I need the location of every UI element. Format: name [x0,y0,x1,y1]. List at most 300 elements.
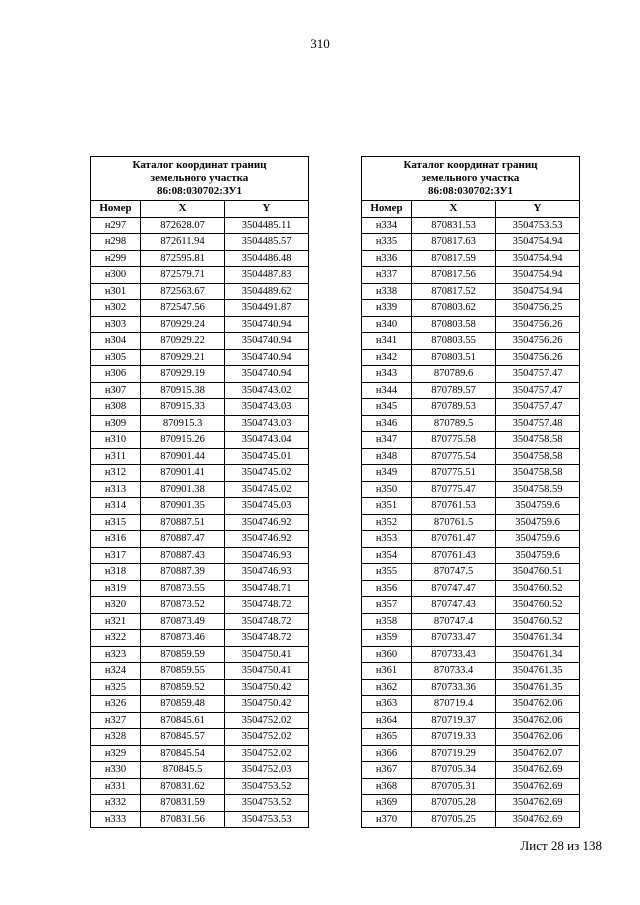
x-coordinate-cell: 870775.47 [412,481,496,498]
x-coordinate-cell: 870901.41 [141,465,225,482]
table-row [362,630,580,647]
y-coordinate-cell: 3504748.72 [225,597,309,614]
y-coordinate-cell: 3504752.03 [225,762,309,779]
y-coordinate-cell: 3504760.52 [496,597,580,614]
table-row [91,267,309,284]
y-coordinate-cell: 3504750.42 [225,696,309,713]
point-number-cell: н356 [362,580,412,597]
point-number-cell: н297 [91,217,141,234]
y-coordinate-cell: 3504761.34 [496,630,580,647]
point-number-cell: н320 [91,597,141,614]
y-coordinate-cell: 3504756.26 [496,333,580,350]
y-coordinate-cell: 3504757.47 [496,382,580,399]
y-coordinate-cell: 3504758.58 [496,432,580,449]
y-coordinate-cell: 3504740.94 [225,349,309,366]
y-coordinate-cell: 3504489.62 [225,283,309,300]
y-coordinate-cell: 3504762.06 [496,729,580,746]
table-row [362,679,580,696]
column-header-x: X [141,201,225,218]
point-number-cell: н360 [362,646,412,663]
point-number-cell: н318 [91,564,141,581]
x-coordinate-cell: 870845.61 [141,712,225,729]
y-coordinate-cell: 3504753.52 [225,795,309,812]
x-coordinate-cell: 870747.43 [412,597,496,614]
point-number-cell: н305 [91,349,141,366]
table-row [91,663,309,680]
point-number-cell: н344 [362,382,412,399]
y-coordinate-cell: 3504743.03 [225,399,309,416]
y-coordinate-cell: 3504746.93 [225,564,309,581]
sheet-counter: Лист 28 из 138 [520,838,602,853]
point-number-cell: н354 [362,547,412,564]
y-coordinate-cell: 3504756.26 [496,316,580,333]
x-coordinate-cell: 870887.43 [141,547,225,564]
y-coordinate-cell: 3504756.25 [496,300,580,317]
table-row [362,333,580,350]
y-coordinate-cell: 3504746.93 [225,547,309,564]
point-number-cell: н350 [362,481,412,498]
table-row [362,778,580,795]
column-header-y: Y [225,201,309,218]
point-number-cell: н311 [91,448,141,465]
x-coordinate-cell: 870845.5 [141,762,225,779]
point-number-cell: н300 [91,267,141,284]
table-row [362,217,580,234]
column-header-number: Номер [91,201,141,218]
y-coordinate-cell: 3504760.52 [496,613,580,630]
x-coordinate-cell: 870817.59 [412,250,496,267]
x-coordinate-cell: 870789.6 [412,366,496,383]
y-coordinate-cell: 3504762.69 [496,795,580,812]
point-number-cell: н303 [91,316,141,333]
table-row [362,729,580,746]
x-coordinate-cell: 870845.57 [141,729,225,746]
table-row [362,432,580,449]
point-number-cell: н301 [91,283,141,300]
table-row [362,267,580,284]
point-number-cell: н335 [362,234,412,251]
point-number-cell: н323 [91,646,141,663]
y-coordinate-cell: 3504746.92 [225,514,309,531]
y-coordinate-cell: 3504760.52 [496,580,580,597]
table-row [362,762,580,779]
y-coordinate-cell: 3504761.35 [496,679,580,696]
y-coordinate-cell: 3504743.02 [225,382,309,399]
table-row [91,366,309,383]
y-coordinate-cell: 3504762.07 [496,745,580,762]
point-number-cell: н343 [362,366,412,383]
y-coordinate-cell: 3504759.6 [496,514,580,531]
table-row [362,498,580,515]
table-row [362,234,580,251]
table-row [91,333,309,350]
y-coordinate-cell: 3504748.72 [225,613,309,630]
point-number-cell: н315 [91,514,141,531]
x-coordinate-cell: 870887.39 [141,564,225,581]
table-row [91,712,309,729]
x-coordinate-cell: 870761.5 [412,514,496,531]
y-coordinate-cell: 3504761.35 [496,663,580,680]
catalog-title-line: Каталог координат границ [403,159,538,171]
point-number-cell: н345 [362,399,412,416]
x-coordinate-cell: 870873.49 [141,613,225,630]
y-coordinate-cell: 3504740.94 [225,333,309,350]
table-row [91,729,309,746]
x-coordinate-cell: 870915.26 [141,432,225,449]
table-row [91,630,309,647]
table-row [362,745,580,762]
point-number-cell: н333 [91,811,141,828]
table-row [362,382,580,399]
table-row [362,613,580,630]
point-number-cell: н302 [91,300,141,317]
point-number-cell: н326 [91,696,141,713]
catalog-title [91,157,309,201]
y-coordinate-cell: 3504752.02 [225,729,309,746]
table-row [91,382,309,399]
y-coordinate-cell: 3504740.94 [225,316,309,333]
x-coordinate-cell: 870747.47 [412,580,496,597]
point-number-cell: н358 [362,613,412,630]
y-coordinate-cell: 3504754.94 [496,234,580,251]
point-number-cell: н317 [91,547,141,564]
page-number: 310 [310,36,330,51]
table-row [91,679,309,696]
table-row [91,531,309,548]
catalog-title-line: 86:08:030702:ЗУ1 [427,185,514,197]
x-coordinate-cell: 870929.21 [141,349,225,366]
table-row [362,531,580,548]
table-row [362,399,580,416]
point-number-cell: н340 [362,316,412,333]
x-coordinate-cell: 872547.56 [141,300,225,317]
catalog-title-line: 86:08:030702:ЗУ1 [156,185,243,197]
y-coordinate-cell: 3504743.03 [225,415,309,432]
point-number-cell: н348 [362,448,412,465]
x-coordinate-cell: 870747.4 [412,613,496,630]
x-coordinate-cell: 870761.53 [412,498,496,515]
x-coordinate-cell: 870789.5 [412,415,496,432]
table-row [91,580,309,597]
x-coordinate-cell: 870789.53 [412,399,496,416]
catalog-title [362,157,580,201]
y-coordinate-cell: 3504745.01 [225,448,309,465]
y-coordinate-cell: 3504762.69 [496,762,580,779]
table-row [362,481,580,498]
y-coordinate-cell: 3504757.47 [496,399,580,416]
table-row [91,448,309,465]
column-header-number: Номер [362,201,412,218]
catalog-title-line: земельного участка [150,172,249,184]
column-header-row [91,201,309,218]
table-row [91,564,309,581]
table-row [91,547,309,564]
y-coordinate-cell: 3504758.59 [496,481,580,498]
table-row [362,283,580,300]
table-row [91,349,309,366]
y-coordinate-cell: 3504748.72 [225,630,309,647]
x-coordinate-cell: 870733.36 [412,679,496,696]
point-number-cell: н310 [91,432,141,449]
table-row [91,597,309,614]
table-row [362,564,580,581]
y-coordinate-cell: 3504745.02 [225,481,309,498]
y-coordinate-cell: 3504753.53 [225,811,309,828]
y-coordinate-cell: 3504762.69 [496,778,580,795]
table-row [362,646,580,663]
catalog-title-row [91,157,309,201]
x-coordinate-cell: 870803.62 [412,300,496,317]
point-number-cell: н324 [91,663,141,680]
point-number-cell: н341 [362,333,412,350]
table-row [91,745,309,762]
point-number-cell: н361 [362,663,412,680]
point-number-cell: н298 [91,234,141,251]
table-row [91,613,309,630]
x-coordinate-cell: 870733.43 [412,646,496,663]
point-number-cell: н366 [362,745,412,762]
table-row [91,514,309,531]
x-coordinate-cell: 872628.07 [141,217,225,234]
point-number-cell: н334 [362,217,412,234]
x-coordinate-cell: 870845.54 [141,745,225,762]
y-coordinate-cell: 3504487.83 [225,267,309,284]
table-row [91,217,309,234]
point-number-cell: н332 [91,795,141,812]
table-row [91,283,309,300]
point-number-cell: н347 [362,432,412,449]
table-row [91,481,309,498]
x-coordinate-cell: 870901.44 [141,448,225,465]
y-coordinate-cell: 3504759.6 [496,547,580,564]
point-number-cell: н312 [91,465,141,482]
x-coordinate-cell: 870817.52 [412,283,496,300]
point-number-cell: н313 [91,481,141,498]
x-coordinate-cell: 870929.19 [141,366,225,383]
x-coordinate-cell: 870719.37 [412,712,496,729]
x-coordinate-cell: 870775.54 [412,448,496,465]
point-number-cell: н351 [362,498,412,515]
column-header-row [362,201,580,218]
y-coordinate-cell: 3504756.26 [496,349,580,366]
x-coordinate-cell: 870719.33 [412,729,496,746]
y-coordinate-cell: 3504743.04 [225,432,309,449]
x-coordinate-cell: 870859.59 [141,646,225,663]
y-coordinate-cell: 3504486.48 [225,250,309,267]
table-row [362,349,580,366]
table-row [362,316,580,333]
y-coordinate-cell: 3504740.94 [225,366,309,383]
x-coordinate-cell: 870817.56 [412,267,496,284]
point-number-cell: н322 [91,630,141,647]
y-coordinate-cell: 3504762.06 [496,696,580,713]
x-coordinate-cell: 870719.29 [412,745,496,762]
x-coordinate-cell: 870873.52 [141,597,225,614]
y-coordinate-cell: 3504759.6 [496,498,580,515]
x-coordinate-cell: 870831.62 [141,778,225,795]
x-coordinate-cell: 870733.47 [412,630,496,647]
point-number-cell: н359 [362,630,412,647]
point-number-cell: н306 [91,366,141,383]
point-number-cell: н329 [91,745,141,762]
y-coordinate-cell: 3504760.51 [496,564,580,581]
table-row [362,547,580,564]
x-coordinate-cell: 870817.63 [412,234,496,251]
y-coordinate-cell: 3504759.6 [496,531,580,548]
x-coordinate-cell: 870915.3 [141,415,225,432]
x-coordinate-cell: 870859.52 [141,679,225,696]
x-coordinate-cell: 870705.25 [412,811,496,828]
table-row [91,432,309,449]
catalog-title-line: Каталог координат границ [132,159,267,171]
table-row [362,448,580,465]
point-number-cell: н363 [362,696,412,713]
x-coordinate-cell: 870803.55 [412,333,496,350]
point-number-cell: н342 [362,349,412,366]
x-coordinate-cell: 870831.56 [141,811,225,828]
table-row [362,366,580,383]
x-coordinate-cell: 870915.33 [141,399,225,416]
point-number-cell: н316 [91,531,141,548]
point-number-cell: н338 [362,283,412,300]
y-coordinate-cell: 3504746.92 [225,531,309,548]
table-row [91,465,309,482]
point-number-cell: н364 [362,712,412,729]
y-coordinate-cell: 3504491.87 [225,300,309,317]
point-number-cell: н353 [362,531,412,548]
point-number-cell: н330 [91,762,141,779]
x-coordinate-cell: 870719.4 [412,696,496,713]
table-row [362,696,580,713]
point-number-cell: н299 [91,250,141,267]
y-coordinate-cell: 3504762.69 [496,811,580,828]
point-number-cell: н309 [91,415,141,432]
x-coordinate-cell: 870705.31 [412,778,496,795]
point-number-cell: н346 [362,415,412,432]
point-number-cell: н349 [362,465,412,482]
point-number-cell: н328 [91,729,141,746]
y-coordinate-cell: 3504758.58 [496,448,580,465]
catalog-body [91,217,309,828]
table-row [91,415,309,432]
point-number-cell: н304 [91,333,141,350]
table-row [91,234,309,251]
table-row [362,465,580,482]
point-number-cell: н339 [362,300,412,317]
point-number-cell: н365 [362,729,412,746]
table-row [91,696,309,713]
table-row [362,580,580,597]
table-row [362,811,580,828]
y-coordinate-cell: 3504485.11 [225,217,309,234]
x-coordinate-cell: 870775.51 [412,465,496,482]
x-coordinate-cell: 870929.22 [141,333,225,350]
table-row [91,300,309,317]
y-coordinate-cell: 3504762.06 [496,712,580,729]
table-row [362,663,580,680]
x-coordinate-cell: 870915.38 [141,382,225,399]
y-coordinate-cell: 3504753.53 [496,217,580,234]
point-number-cell: н355 [362,564,412,581]
table-row [91,399,309,416]
x-coordinate-cell: 872595.81 [141,250,225,267]
point-number-cell: н321 [91,613,141,630]
x-coordinate-cell: 870705.34 [412,762,496,779]
y-coordinate-cell: 3504748.71 [225,580,309,597]
y-coordinate-cell: 3504761.34 [496,646,580,663]
point-number-cell: н367 [362,762,412,779]
x-coordinate-cell: 870803.58 [412,316,496,333]
x-coordinate-cell: 870705.28 [412,795,496,812]
table-row [91,795,309,812]
point-number-cell: н314 [91,498,141,515]
x-coordinate-cell: 870761.43 [412,547,496,564]
x-coordinate-cell: 870929.24 [141,316,225,333]
table-row [91,811,309,828]
x-coordinate-cell: 870873.55 [141,580,225,597]
point-number-cell: н319 [91,580,141,597]
x-coordinate-cell: 870803.51 [412,349,496,366]
y-coordinate-cell: 3504754.94 [496,250,580,267]
x-coordinate-cell: 870831.53 [412,217,496,234]
x-coordinate-cell: 872563.67 [141,283,225,300]
x-coordinate-cell: 870831.59 [141,795,225,812]
y-coordinate-cell: 3504757.47 [496,366,580,383]
x-coordinate-cell: 870901.38 [141,481,225,498]
y-coordinate-cell: 3504750.41 [225,663,309,680]
table-row [362,300,580,317]
y-coordinate-cell: 3504752.02 [225,712,309,729]
coordinate-catalog-table-right [361,156,580,828]
x-coordinate-cell: 872579.71 [141,267,225,284]
catalog-body [362,217,580,828]
table-row [362,597,580,614]
x-coordinate-cell: 870789.57 [412,382,496,399]
table-row [91,646,309,663]
y-coordinate-cell: 3504750.41 [225,646,309,663]
x-coordinate-cell: 870901.35 [141,498,225,515]
table-row [362,250,580,267]
y-coordinate-cell: 3504758.58 [496,465,580,482]
y-coordinate-cell: 3504485.57 [225,234,309,251]
y-coordinate-cell: 3504745.03 [225,498,309,515]
x-coordinate-cell: 870859.48 [141,696,225,713]
point-number-cell: н336 [362,250,412,267]
x-coordinate-cell: 870733.4 [412,663,496,680]
point-number-cell: н370 [362,811,412,828]
table-row [362,415,580,432]
y-coordinate-cell: 3504757.48 [496,415,580,432]
y-coordinate-cell: 3504745.02 [225,465,309,482]
x-coordinate-cell: 872611.94 [141,234,225,251]
table-row [91,316,309,333]
point-number-cell: н369 [362,795,412,812]
table-row [91,250,309,267]
column-header-y: Y [496,201,580,218]
x-coordinate-cell: 870747.5 [412,564,496,581]
coordinate-catalog-table-left [90,156,309,828]
catalog-title-row [362,157,580,201]
table-row [362,712,580,729]
x-coordinate-cell: 870873.46 [141,630,225,647]
x-coordinate-cell: 870775.58 [412,432,496,449]
column-header-x: X [412,201,496,218]
x-coordinate-cell: 870887.51 [141,514,225,531]
y-coordinate-cell: 3504754.94 [496,267,580,284]
table-row [91,498,309,515]
y-coordinate-cell: 3504752.02 [225,745,309,762]
point-number-cell: н308 [91,399,141,416]
